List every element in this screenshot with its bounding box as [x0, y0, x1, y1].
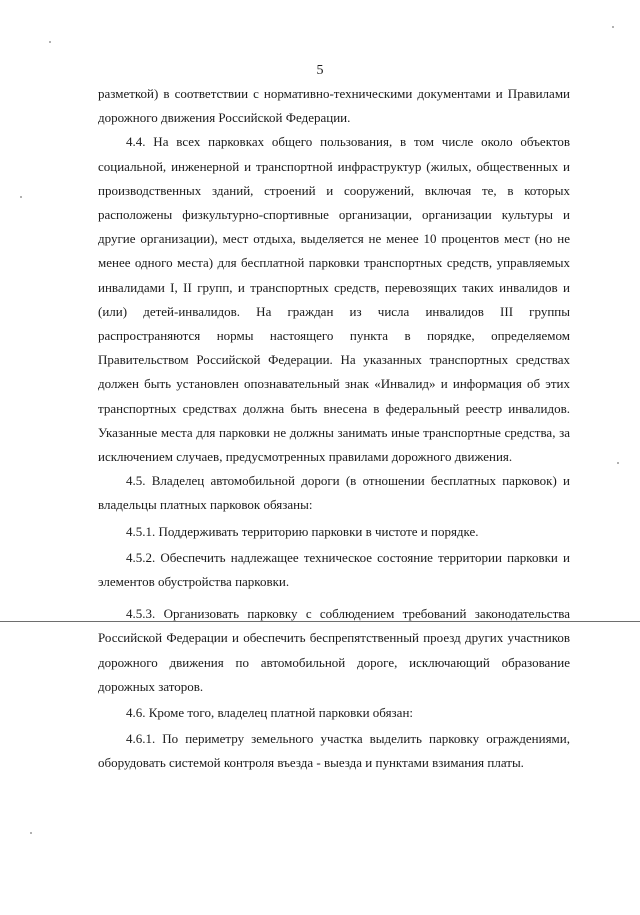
scan-speck: [617, 462, 619, 464]
paragraph-4-6-1: 4.6.1. По периметру земельного участка выделить парковку ограждениями, оборудовать системой контроля въезда - выезда и пунктами взимания платы.: [98, 731, 570, 771]
paragraph-4-5-3: 4.5.3. Организовать парковку с соблюдением требований законодательства Российской Федерации и обеспечить беспрепятственный проезд других участников дорожного движения по автомобильной дороге, исключающий образование дорожных заторов.: [98, 606, 570, 694]
scan-fold-line: [0, 621, 640, 622]
paragraph-continuation: разметкой) в соответствии с нормативно-техническими документами и Правилами дорожного движения Российской Федерации.: [98, 86, 570, 126]
page-number: 5: [316, 63, 324, 78]
scan-speck: [30, 832, 32, 834]
scan-speck: [612, 26, 614, 28]
paragraph-4-6: 4.6. Кроме того, владелец платной парковки обязан:: [126, 705, 414, 721]
scan-speck: [20, 196, 22, 198]
paragraph-4-5: 4.5. Владелец автомобильной дороги (в отношении бесплатных парковок) и владельцы платных парковок обязаны:: [98, 473, 570, 513]
paragraph-4-5-1: 4.5.1. Поддерживать территорию парковки в чистоте и порядке.: [126, 523, 479, 539]
paragraph-4-4: 4.4. На всех парковках общего пользования, в том числе около объектов социальной, инженерной и транспортной инфраструктур (жилых, общественных и производственных зданий, строений и сооружений, включая те, в которых расположены физкультурно-спортивные организации, организации культуры и другие организации), мест отдыха, выделяется не менее 10 процентов мест (но не менее одного места) для бесплатной парковки транспортных средств, управляемых инвалидами I, II групп, и транспортных средств, перевозящих таких инвалидов и (или) детей-инвалидов. На граждан из числа инвалидов III группы распространяются нормы настоящего пункта в порядке, определяемом Правительством Российской Федерации. На указанных транспортных средствах должен быть установлен опознавательный знак «Инвалид» и информация об этих транспортных средствах должна быть внесена в федеральный реестр инвалидов. Указанные места для парковки не должны занимать иные транспортные средства, за исключением случаев, предусмотренных правилами дорожного движения.: [98, 134, 570, 465]
scan-speck: [49, 41, 51, 43]
document-body: [98, 82, 570, 776]
paragraph-4-5-2: 4.5.2. Обеспечить надлежащее техническое состояние территории парковки и элементов обустройства парковки.: [98, 549, 570, 590]
